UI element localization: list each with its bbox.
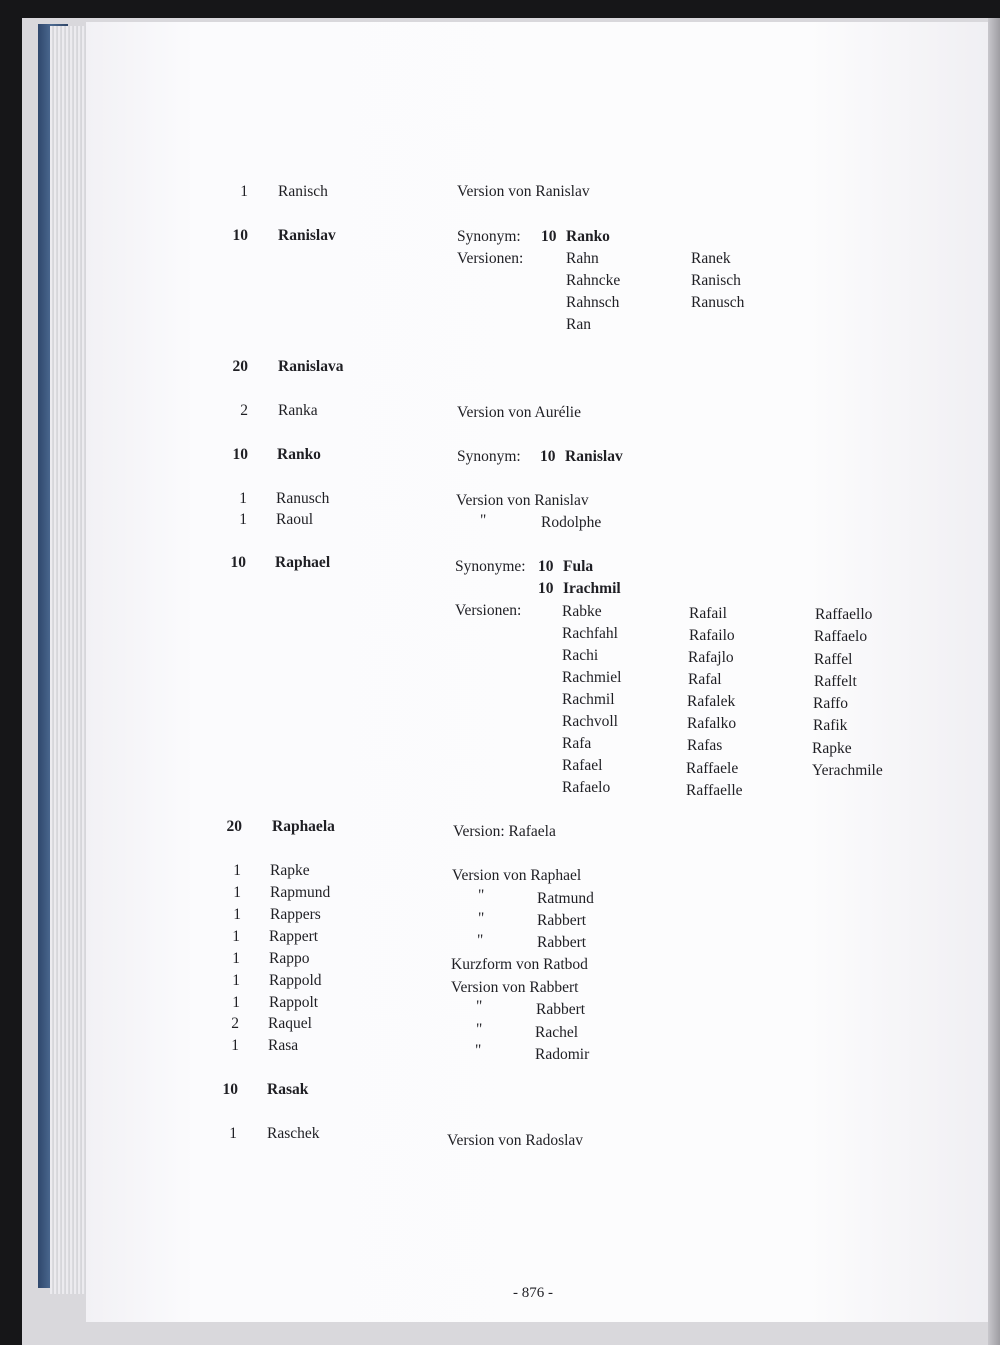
entry-name: Raschek (267, 1125, 320, 1142)
entry-name: Raoul (276, 511, 314, 528)
entry-note: Version von Rabbert (451, 979, 579, 996)
version-name: Rachfahl (562, 625, 618, 642)
synonym-label: Synonym: (457, 228, 521, 245)
entry-count: 10 (232, 227, 248, 244)
entry-count: 1 (232, 928, 240, 945)
entry-note: Radomir (535, 1046, 590, 1063)
version-name: Rachvoll (562, 713, 618, 730)
synonym-label: Synonym: (457, 448, 521, 465)
version-name: Rafal (688, 671, 722, 688)
version-name: Raffo (813, 695, 849, 712)
synonym-name: Irachmil (563, 580, 621, 597)
entry-count: 1 (232, 950, 240, 967)
version-name: Rafalek (687, 693, 736, 710)
entry-name: Raquel (268, 1015, 312, 1032)
entry-name: Ranislava (278, 358, 344, 375)
entry-count: 1 (232, 994, 240, 1011)
synonym-name: Ranko (566, 228, 610, 245)
entry-name: Rapmund (270, 884, 331, 901)
entry-name: Ranislav (278, 227, 336, 244)
ditto-mark: " (475, 1042, 482, 1059)
version-name: Rahnsch (566, 294, 620, 311)
entry-name: Rapke (270, 862, 310, 879)
entry-count: 1 (239, 490, 247, 507)
version-name: Yerachmile (812, 762, 883, 779)
version-name: Rafik (813, 717, 848, 734)
entry-name: Rappers (270, 906, 321, 923)
entry-note: Kurzform von Ratbod (451, 956, 588, 973)
entry-note: Rabbert (537, 934, 587, 951)
version-name: Raffaello (815, 606, 873, 623)
entry-note: Ratmund (537, 890, 594, 907)
version-name: Ranek (691, 250, 731, 267)
entry-name: Rappert (269, 928, 319, 945)
version-name: Rafa (562, 735, 592, 752)
version-name: Rahncke (566, 272, 621, 289)
version-name: Rafail (689, 605, 727, 622)
entry-count: 1 (229, 1125, 237, 1142)
entry-name: Ranko (277, 446, 321, 463)
entry-name: Rasa (268, 1037, 299, 1054)
ditto-mark: " (476, 1021, 483, 1038)
entry-name: Rappo (269, 950, 310, 967)
entry-note: Version von Ranislav (457, 183, 590, 200)
synonym-count: 10 (541, 228, 557, 245)
entry-name: Rappold (269, 972, 322, 989)
synonym-count: 10 (538, 558, 554, 575)
version-name: Raffel (814, 651, 853, 668)
version-name: Rachmiel (562, 669, 622, 686)
entry-note: Version: Rafaela (453, 823, 556, 840)
version-name: Rafas (687, 737, 723, 754)
entry-name: Rappolt (269, 994, 319, 1011)
version-name: Raffaelo (814, 628, 868, 645)
entry-count: 10 (230, 554, 246, 571)
entry-name: Raphaela (272, 818, 335, 835)
entry-name: Rasak (267, 1081, 309, 1098)
entry-note: Rabbert (537, 912, 587, 929)
entry-count: 1 (233, 906, 241, 923)
synonym-name: Ranislav (565, 448, 623, 465)
synonym-count: 10 (538, 580, 554, 597)
entry-note: Version von Aurélie (457, 404, 581, 421)
entry-count: 10 (222, 1081, 238, 1098)
version-name: Rafael (562, 757, 603, 774)
entry-note: Rodolphe (541, 514, 602, 531)
entry-count: 1 (240, 183, 248, 200)
versions-label: Versionen: (455, 602, 522, 619)
ditto-mark: " (480, 512, 487, 529)
synonym-name: Fula (563, 558, 594, 575)
versions-label: Versionen: (457, 250, 524, 267)
version-name: Ranisch (691, 272, 741, 289)
version-name: Rahn (566, 250, 599, 267)
synonym-label: Synonyme: (455, 558, 526, 575)
version-name: Raffaele (686, 760, 739, 777)
entry-note: Version von Ranislav (456, 492, 589, 509)
version-name: Ranusch (691, 294, 745, 311)
version-name: Raffaelle (686, 782, 743, 799)
entry-count: 10 (232, 446, 248, 463)
entry-note: Rabbert (536, 1001, 586, 1018)
entry-count: 20 (232, 358, 248, 375)
entry-name: Ranka (278, 402, 318, 419)
entry-name: Ranisch (278, 183, 328, 200)
version-name: Rapke (812, 740, 852, 757)
ditto-mark: " (476, 998, 483, 1015)
entry-count: 1 (233, 862, 241, 879)
entry-note: Version von Radoslav (447, 1132, 584, 1149)
entry-count: 1 (231, 1037, 239, 1054)
synonym-count: 10 (540, 448, 556, 465)
ditto-mark: " (478, 887, 485, 904)
version-name: Rafailo (689, 627, 735, 644)
book-right-edge (988, 18, 1000, 1345)
entry-count: 1 (232, 972, 240, 989)
version-name: Rachmil (562, 691, 615, 708)
entry-count: 1 (233, 884, 241, 901)
entry-name: Ranusch (276, 490, 330, 507)
entry-count: 2 (231, 1015, 239, 1032)
version-name: Rafajlo (688, 649, 734, 666)
entry-note: Rachel (535, 1024, 579, 1041)
version-name: Ran (566, 316, 591, 333)
version-name: Rafalko (687, 715, 737, 732)
entry-note: Version von Raphael (452, 867, 582, 884)
entry-count: 2 (240, 402, 248, 419)
entry-count: 20 (226, 818, 242, 835)
page-edges (50, 26, 90, 1294)
version-name: Rabke (562, 603, 602, 620)
version-name: Rachi (562, 647, 599, 664)
version-name: Raffelt (814, 673, 857, 690)
version-name: Rafaelo (562, 779, 611, 796)
ditto-mark: " (478, 910, 485, 927)
entry-name: Raphael (275, 554, 331, 571)
ditto-mark: " (477, 932, 484, 949)
entry-count: 1 (239, 511, 247, 528)
page-number: - 876 - (513, 1285, 553, 1301)
